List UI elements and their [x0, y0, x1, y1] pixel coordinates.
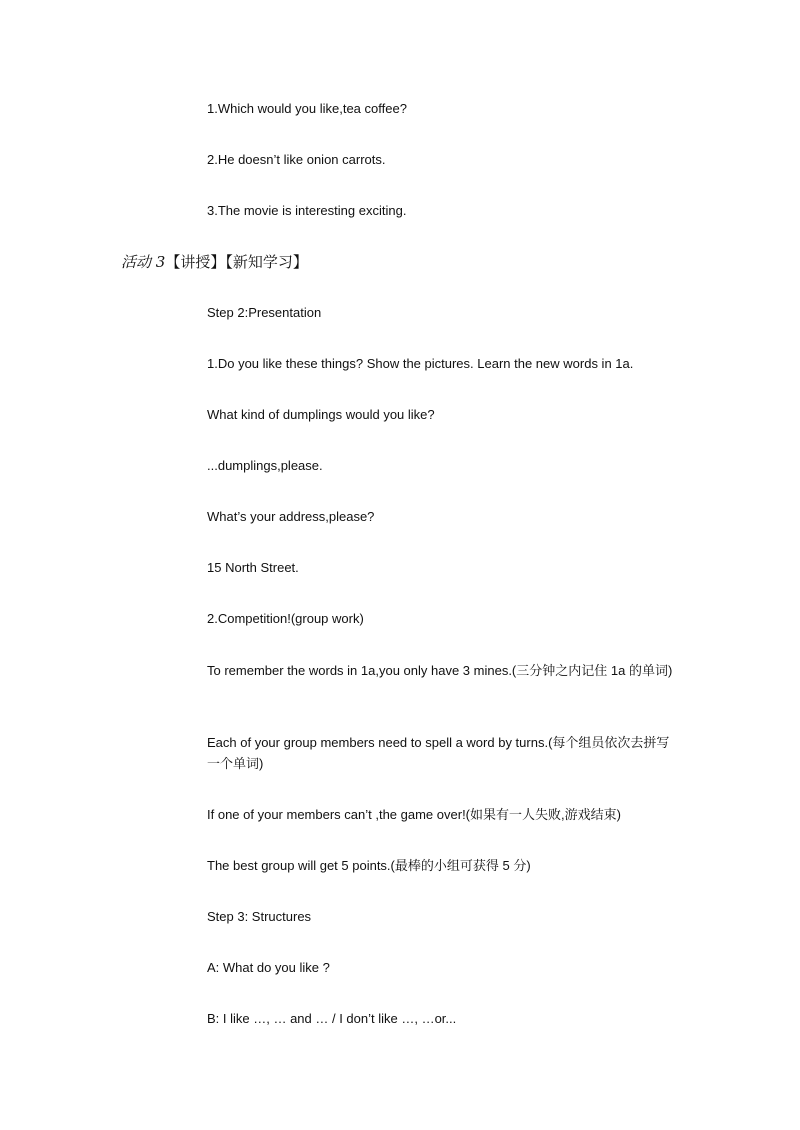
exercise-item-2: 2.He doesn’t like onion carrots.: [207, 152, 386, 167]
step-3-title: Step 3: Structures: [207, 909, 312, 924]
exercise-item-3: 3.The movie is interesting exciting.: [207, 203, 407, 218]
presentation-instruction: 1.Do you like these things? Show the pictures. Learn the new words in 1a.: [207, 356, 634, 371]
activity-tags: 【讲授】【新知学习】: [165, 253, 308, 271]
activity-number: 活动 3: [121, 253, 166, 271]
answer-dumplings: ...dumplings,please.: [207, 458, 323, 473]
step-2-title: Step 2:Presentation: [207, 305, 322, 320]
competition-rule-2: Each of your group members need to spell a word by turns.(每个组员依次去拼写一个单词): [207, 735, 670, 771]
activity-heading: [121, 252, 308, 272]
question-address: What’s your address,please?: [207, 509, 375, 524]
structure-line-a: A: What do you like ?: [207, 960, 330, 975]
competition-title: 2.Competition!(group work): [207, 611, 364, 626]
competition-rule-3: If one of your members can’t ,the game over!(如果有一人失败,游戏结束): [207, 807, 621, 822]
competition-rule-4: The best group will get 5 points.(最棒的小组可获得 5 分): [207, 858, 531, 873]
structure-line-b: B: I like …, … and … / I don’t like …, …or...: [207, 1011, 457, 1026]
answer-address: 15 North Street.: [207, 560, 299, 575]
competition-rule-1: To remember the words in 1a,you only have 3 mines.(三分钟之内记住 1a 的单词): [207, 663, 673, 678]
question-dumplings: What kind of dumplings would you like?: [207, 407, 435, 422]
exercise-item-1: 1.Which would you like,tea coffee?: [207, 101, 407, 116]
